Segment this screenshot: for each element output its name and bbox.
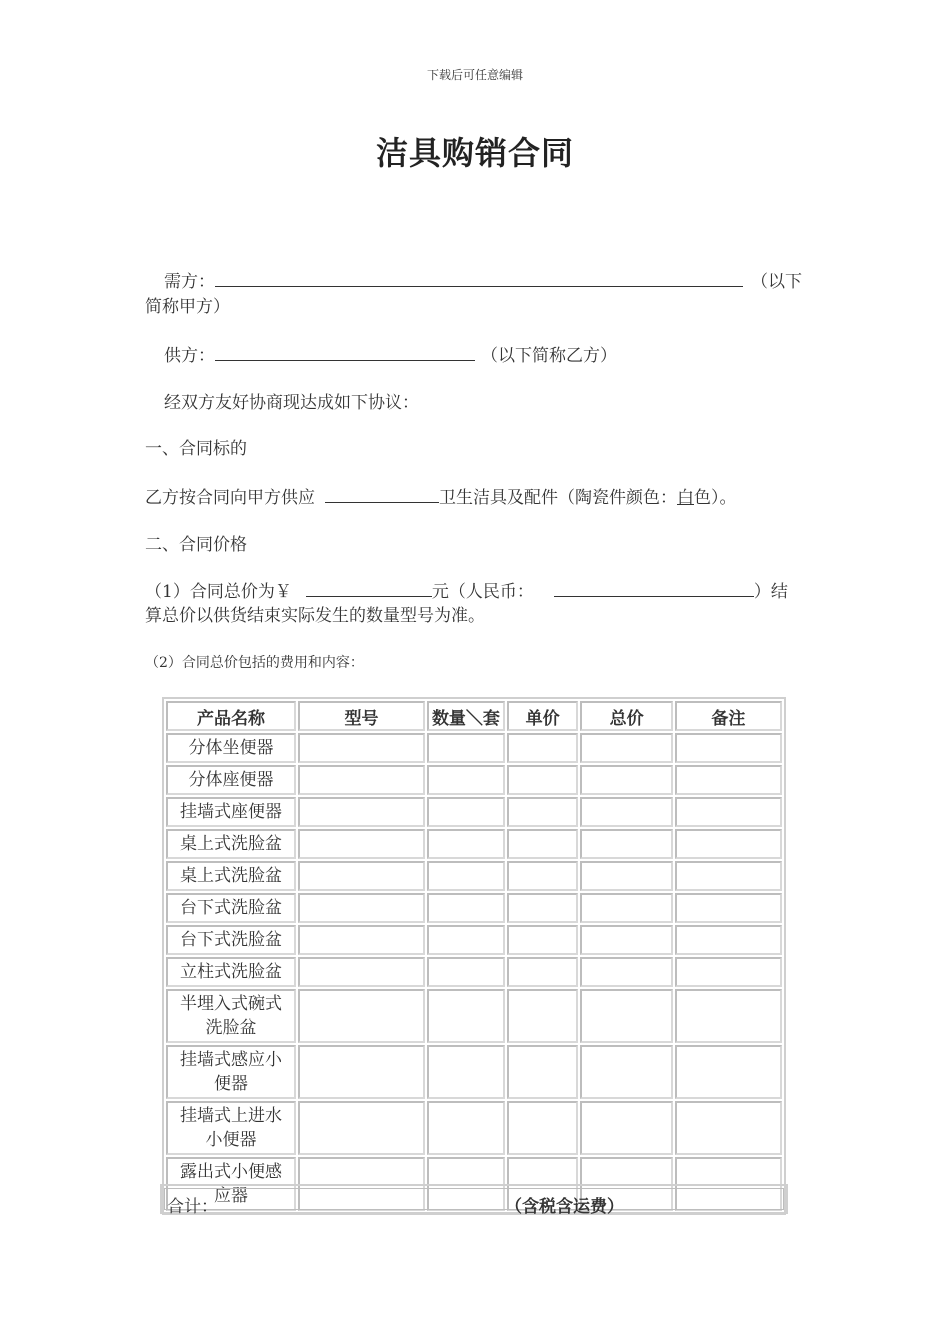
buyer-suffix: （以下 [751, 272, 802, 292]
total-price-cell[interactable] [580, 829, 672, 859]
header-product-name: 产品名称 [166, 701, 296, 731]
quantity-cell[interactable] [427, 861, 505, 891]
product-name-cell [166, 1101, 296, 1155]
unit-price-cell[interactable] [507, 989, 579, 1043]
quantity-cell[interactable] [427, 1101, 505, 1155]
product-name-line1: 挂墙式上进水 [179, 1106, 282, 1126]
remarks-cell[interactable] [675, 1045, 782, 1099]
document-title: 洁具购销合同 [375, 134, 574, 172]
model-cell[interactable] [298, 1045, 425, 1099]
product-name-line2: 洗脸盆 [205, 1018, 257, 1038]
table-row [166, 1045, 782, 1099]
section2-item2: （2）合同总价包括的费用和内容： [145, 655, 364, 671]
unit-price-cell[interactable] [507, 957, 579, 987]
quantity-cell[interactable] [427, 957, 505, 987]
total-price-cell[interactable] [580, 797, 672, 827]
unit-price-cell[interactable] [507, 861, 579, 891]
buyer-line [164, 268, 802, 295]
table-row [166, 1101, 782, 1155]
table-row [166, 797, 782, 827]
price-line2: 算总价以供货结束实际发生的数量型号为准。 [145, 606, 485, 626]
total-note: （含税含运费） [505, 1197, 624, 1217]
product-name-cell [166, 1045, 296, 1099]
price-amount-blank[interactable] [306, 578, 432, 597]
unit-price-cell[interactable] [507, 765, 579, 795]
price-b: 元（人民币： [431, 582, 534, 602]
product-name-cell: 挂墙式座便器 [166, 797, 296, 827]
total-price-cell[interactable] [580, 1101, 672, 1155]
total-price-cell[interactable] [580, 733, 672, 763]
unit-price-cell[interactable] [507, 733, 579, 763]
buyer-label: 需方： [164, 272, 215, 292]
table-row [166, 989, 782, 1043]
supplier-label: 供方： [164, 346, 215, 366]
total-price-cell[interactable] [580, 1045, 672, 1099]
product-name-cell: 分体座便器 [166, 765, 296, 795]
product-name-line1: 挂墙式感应小 [179, 1050, 282, 1070]
total-price-cell[interactable] [580, 957, 672, 987]
unit-price-cell[interactable] [507, 925, 579, 955]
product-name-cell: 分体坐便器 [166, 733, 296, 763]
product-name-cell: 台下式洗脸盆 [166, 925, 296, 955]
total-price-cell[interactable] [580, 861, 672, 891]
unit-price-cell[interactable] [507, 893, 579, 923]
table-row [166, 733, 782, 763]
model-cell[interactable] [298, 861, 425, 891]
product-name-line2: 应器 [213, 1186, 248, 1206]
product-name-line1: 露出式小便感 [179, 1162, 282, 1182]
model-cell[interactable] [298, 765, 425, 795]
model-cell[interactable] [298, 1101, 425, 1155]
remarks-cell[interactable] [675, 989, 782, 1043]
total-row-inner[interactable] [164, 1188, 784, 1217]
unit-price-cell[interactable] [507, 797, 579, 827]
model-cell[interactable] [298, 893, 425, 923]
quantity-cell[interactable] [427, 765, 505, 795]
section1-text-a: 乙方按合同向甲方供应 [145, 488, 315, 508]
quantity-cell[interactable] [427, 829, 505, 859]
section1-heading: 一、合同标的 [145, 439, 247, 459]
header-quantity: 数量＼套 [427, 701, 505, 731]
total-price-cell[interactable] [580, 925, 672, 955]
table-row [166, 925, 782, 955]
quantity-cell[interactable] [427, 893, 505, 923]
color-value: 白 [677, 488, 694, 508]
section1-text [145, 484, 737, 511]
table-row [166, 829, 782, 859]
price-line [145, 578, 788, 605]
supplier-line [164, 342, 617, 369]
total-label: 合计： [167, 1197, 218, 1217]
product-name-line2: 便器 [213, 1074, 248, 1094]
header-note: 下载后可任意编辑 [426, 68, 523, 82]
quantity-cell[interactable] [427, 1045, 505, 1099]
supplier-suffix: （以下简称乙方） [481, 346, 617, 366]
price-c: ）结 [753, 582, 788, 602]
agreement-text: 经双方友好协商现达成如下协议： [164, 393, 419, 413]
header-remarks: 备注 [675, 701, 782, 731]
unit-price-cell[interactable] [507, 1101, 579, 1155]
model-cell[interactable] [298, 925, 425, 955]
total-price-cell[interactable] [580, 765, 672, 795]
total-row [160, 1184, 788, 1217]
remarks-cell[interactable] [675, 733, 782, 763]
brand-blank[interactable] [325, 484, 439, 503]
remarks-cell[interactable] [675, 1101, 782, 1155]
table-row [166, 957, 782, 987]
table-row [166, 861, 782, 891]
table-row [166, 765, 782, 795]
product-name-cell: 桌上式洗脸盆 [166, 861, 296, 891]
quantity-cell[interactable] [427, 925, 505, 955]
model-cell[interactable] [298, 829, 425, 859]
remarks-cell[interactable] [675, 829, 782, 859]
model-cell[interactable] [298, 733, 425, 763]
buyer-cont: 简称甲方） [145, 297, 230, 317]
remarks-cell[interactable] [675, 925, 782, 955]
section1-text-b: 卫生洁具及配件（陶瓷件颜色： [439, 488, 677, 508]
model-cell[interactable] [298, 797, 425, 827]
remarks-cell[interactable] [675, 861, 782, 891]
product-name-line2: 小便器 [205, 1130, 257, 1150]
quantity-cell[interactable] [427, 989, 505, 1043]
price-a: （1）合同总价为￥ [145, 582, 292, 602]
model-cell[interactable] [298, 957, 425, 987]
header-model: 型号 [298, 701, 425, 731]
model-cell[interactable] [298, 989, 425, 1043]
product-table [162, 697, 786, 1215]
header-total-price: 总价 [580, 701, 672, 731]
quantity-cell[interactable] [427, 733, 505, 763]
supplier-blank[interactable] [215, 342, 475, 361]
total-price-cell[interactable] [580, 989, 672, 1043]
unit-price-cell[interactable] [507, 1045, 579, 1099]
remarks-cell[interactable] [675, 893, 782, 923]
remarks-cell[interactable] [675, 797, 782, 827]
table-header-row [166, 701, 782, 731]
table-row [166, 893, 782, 923]
quantity-cell[interactable] [427, 797, 505, 827]
product-name-cell: 台下式洗脸盆 [166, 893, 296, 923]
section1-text-c: 色）。 [694, 488, 737, 508]
section2-heading: 二、合同价格 [145, 535, 247, 555]
remarks-cell[interactable] [675, 765, 782, 795]
remarks-cell[interactable] [675, 957, 782, 987]
buyer-blank[interactable] [215, 268, 743, 287]
header-unit-price: 单价 [507, 701, 579, 731]
product-name-cell: 桌上式洗脸盆 [166, 829, 296, 859]
price-rmb-blank[interactable] [554, 578, 754, 597]
total-price-cell[interactable] [580, 893, 672, 923]
unit-price-cell[interactable] [507, 829, 579, 859]
product-name-cell: 立柱式洗脸盆 [166, 957, 296, 987]
product-name-cell [166, 989, 296, 1043]
product-name-line1: 半埋入式碗式 [179, 994, 282, 1014]
